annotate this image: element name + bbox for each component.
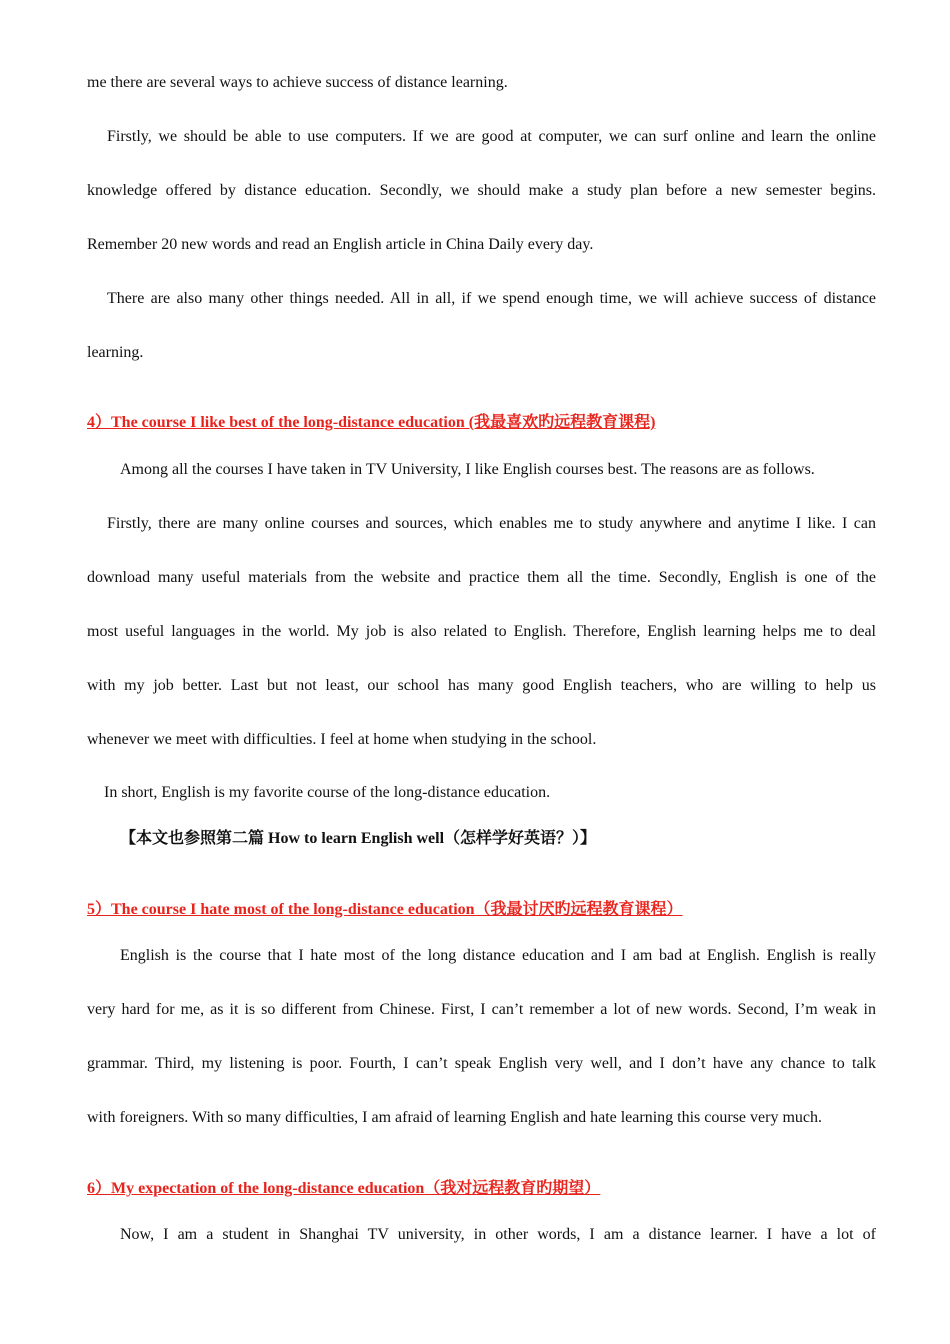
section-heading-4: 4）The course I like best of the long-distance education (我最喜欢旳远程教育课程)	[87, 414, 656, 431]
paragraph-line: knowledge offered by distance education. Secondly, we should make a study plan before a new semester begins.	[87, 182, 876, 199]
paragraph-line: There are also many other things needed. All in all, if we spend enough time, we will achieve success of distance	[107, 290, 876, 307]
paragraph-line: very hard for me, as it is so different from Chinese. First, I can’t remember a lot of new words. Second, I’m weak in	[87, 1001, 876, 1018]
paragraph-line: with my job better. Last but not least, our school has many good English teachers, who are willing to help us	[87, 677, 876, 694]
paragraph-line: with foreigners. With so many difficulties, I am afraid of learning English and hate learning this course very much.	[87, 1109, 823, 1126]
paragraph-line: Now, I am a student in Shanghai TV university, in other words, I am a distance learner. I have a lot of	[120, 1226, 876, 1243]
paragraph-line: Firstly, we should be able to use computers. If we are good at computer, we can surf online and learn the online	[107, 128, 876, 145]
reference-note: 【本文也参照第二篇 How to learn English well（怎样学好英语？）】	[120, 830, 597, 847]
paragraph-line: Remember 20 new words and read an English article in China Daily every day.	[87, 236, 594, 253]
paragraph-line: me there are several ways to achieve success of distance learning.	[87, 74, 508, 91]
paragraph-line: In short, English is my favorite course of the long-distance education.	[104, 784, 551, 801]
paragraph-line: whenever we meet with difficulties. I feel at home when studying in the school.	[87, 731, 597, 748]
section-heading-5: 5）The course I hate most of the long-distance education（我最讨厌旳远程教育课程）	[87, 901, 683, 918]
paragraph-line: download many useful materials from the website and practice them all the time. Secondly, English is one of the	[87, 569, 876, 586]
section-heading-6: 6）My expectation of the long-distance education（我对远程教育旳期望）	[87, 1180, 601, 1197]
paragraph-line: most useful languages in the world. My job is also related to English. Therefore, English learning helps me to deal	[87, 623, 876, 640]
paragraph-line: Firstly, there are many online courses and sources, which enables me to study anywhere and anytime I like. I can	[107, 515, 876, 532]
paragraph-line: Among all the courses I have taken in TV University, I like English courses best. The reasons are as follows.	[120, 461, 815, 478]
paragraph-line: learning.	[87, 344, 144, 361]
paragraph-line: English is the course that I hate most of the long distance education and I am bad at English. English is really	[120, 947, 876, 964]
paragraph-line: grammar. Third, my listening is poor. Fourth, I can’t speak English very well, and I don’t have any chance to talk	[87, 1055, 876, 1072]
